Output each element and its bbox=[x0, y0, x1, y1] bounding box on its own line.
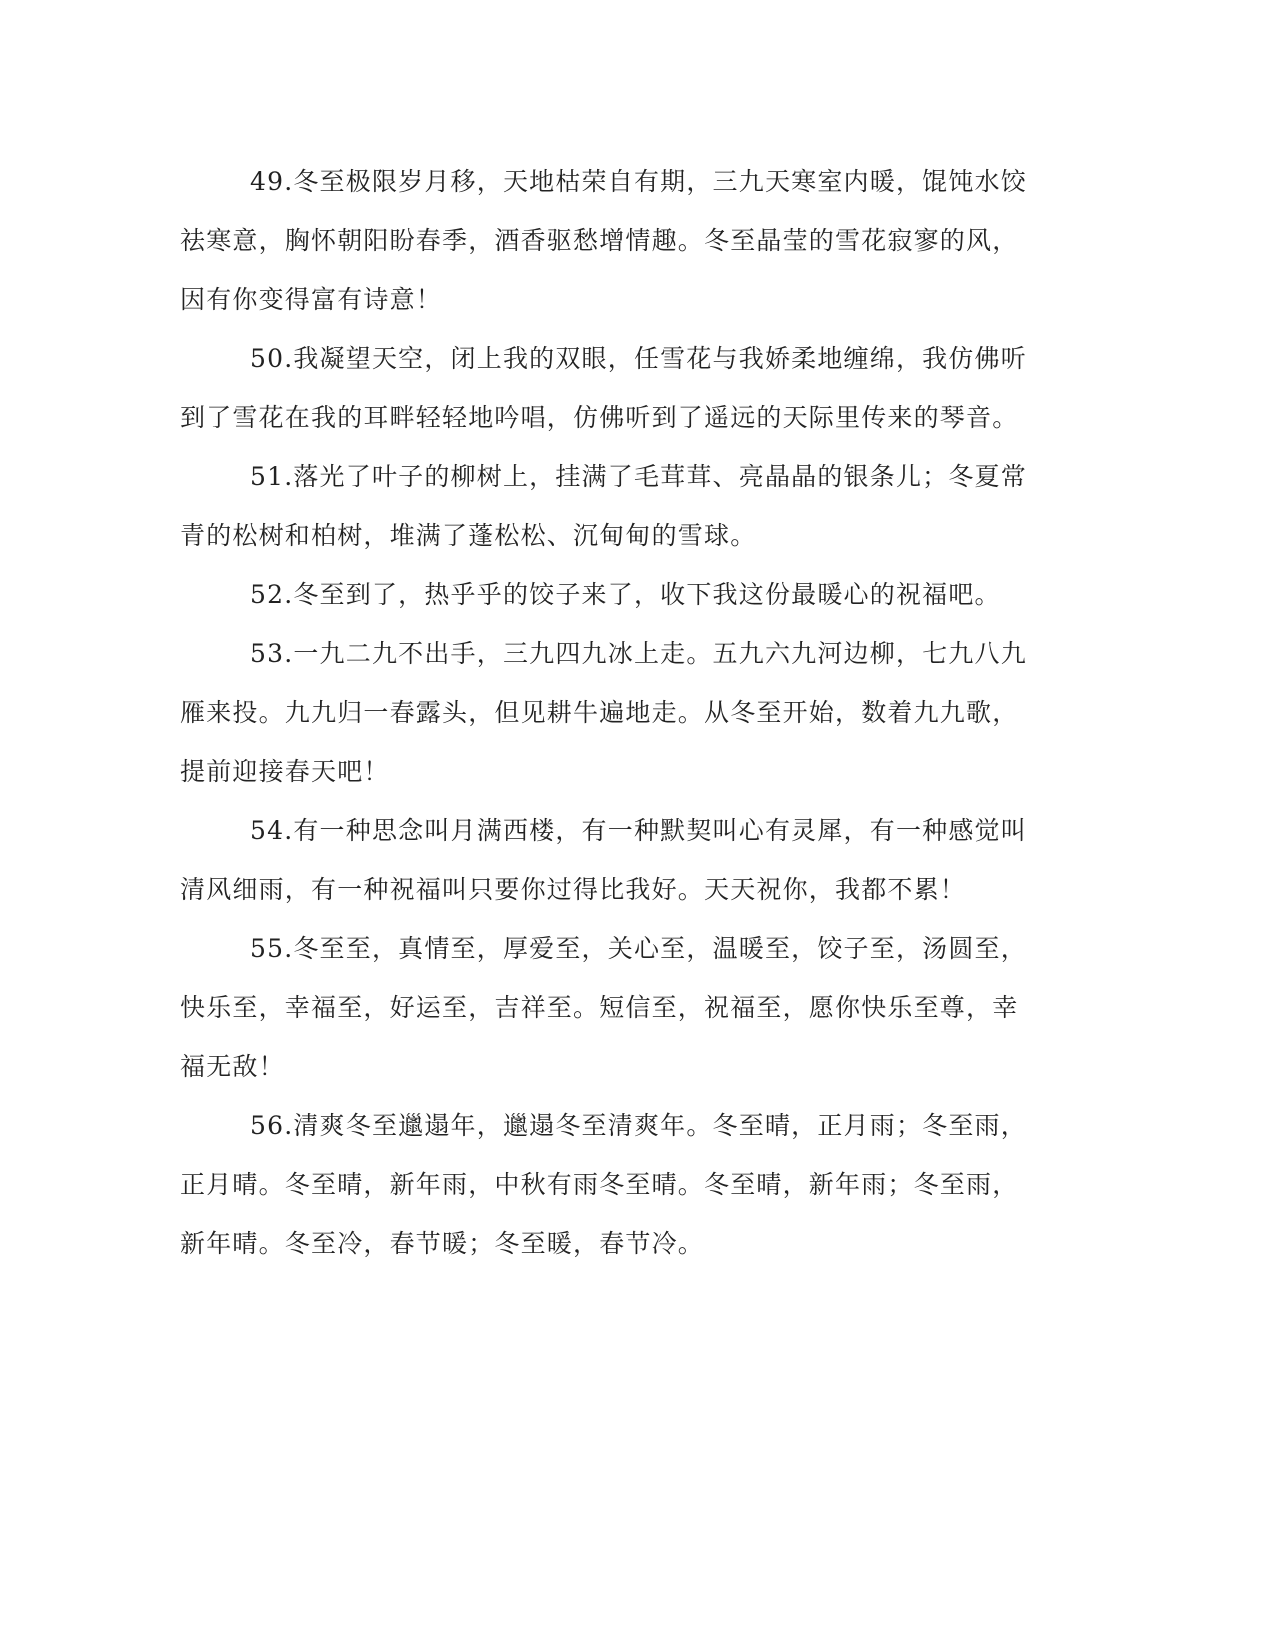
document-body bbox=[180, 152, 1040, 1273]
paragraph-52: 52.冬至到了，热乎乎的饺子来了，收下我这份最暖心的祝福吧。 bbox=[250, 580, 1001, 609]
paragraph-53: 53.一九二九不出手，三九四九冰上走。五九六九河边柳，七九八九雁来投。九九归一春露头，但见耕牛遍地走。从冬至开始，数着九九歌，提前迎接春天吧！ bbox=[180, 639, 1027, 786]
paragraph-56: 56.清爽冬至邋遢年，邋遢冬至清爽年。冬至晴，正月雨；冬至雨，正月晴。冬至晴，新年雨，中秋有雨冬至晴。冬至晴，新年雨；冬至雨，新年晴。冬至冷，春节暖；冬至暖，春节冷。 bbox=[180, 1111, 1027, 1258]
paragraph-55: 55.冬至至，真情至，厚爱至，关心至，温暖至，饺子至，汤圆至，快乐至，幸福至，好运至，吉祥至。短信至，祝福至，愿你快乐至尊，幸福无敌！ bbox=[180, 934, 1027, 1081]
paragraph-51: 51.落光了叶子的柳树上，挂满了毛茸茸、亮晶晶的银条儿；冬夏常青的松树和柏树，堆满了蓬松松、沉甸甸的雪球。 bbox=[180, 462, 1027, 550]
paragraph-50: 50.我凝望天空，闭上我的双眼，任雪花与我娇柔地缠绵，我仿佛听到了雪花在我的耳畔轻轻地吟唱，仿佛听到了遥远的天际里传来的琴音。 bbox=[180, 344, 1027, 432]
paragraph-49: 49.冬至极限岁月移，天地枯荣自有期，三九天寒室内暖，馄饨水饺祛寒意，胸怀朝阳盼春季，酒香驱愁增情趣。冬至晶莹的雪花寂寥的风，因有你变得富有诗意！ bbox=[180, 167, 1027, 314]
paragraph-54: 54.有一种思念叫月满西楼，有一种默契叫心有灵犀，有一种感觉叫清风细雨，有一种祝福叫只要你过得比我好。天天祝你，我都不累！ bbox=[180, 816, 1027, 904]
